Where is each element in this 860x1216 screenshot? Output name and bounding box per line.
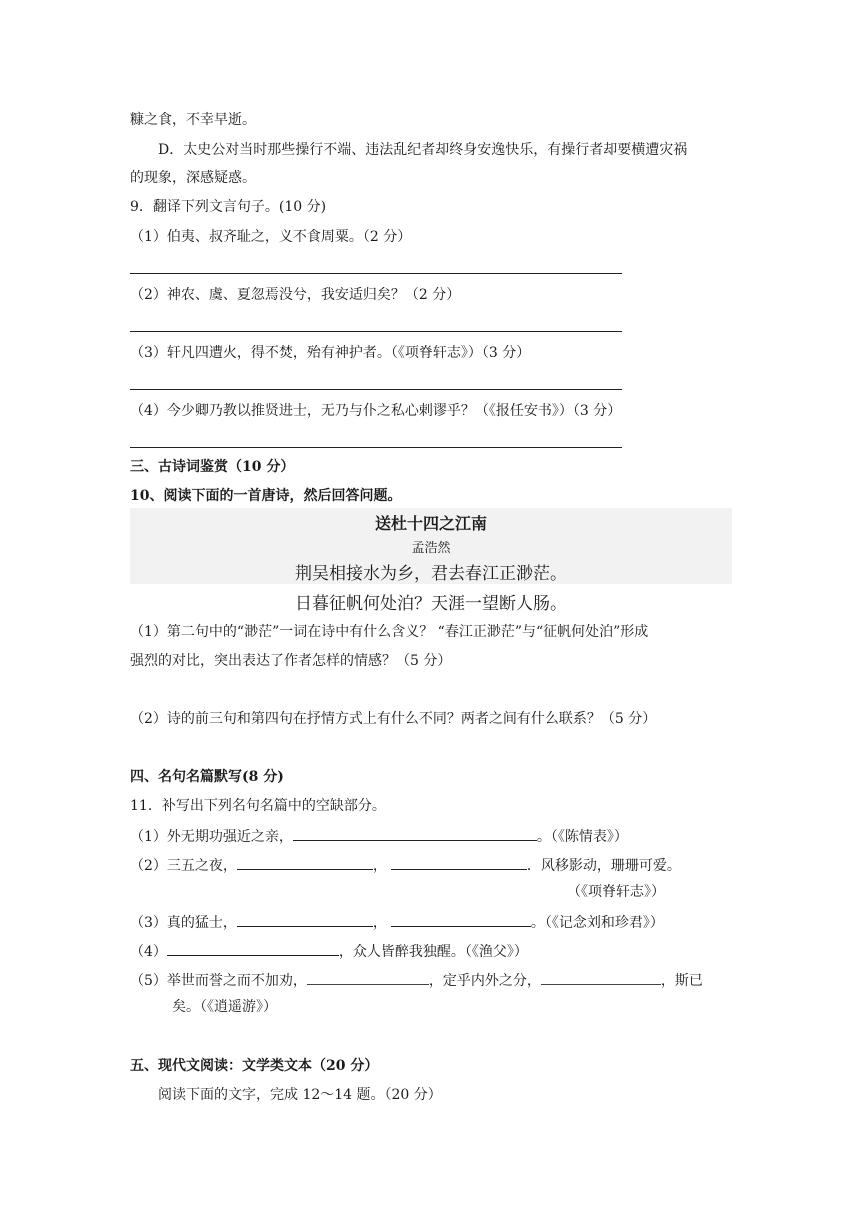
blank-field[interactable] xyxy=(391,911,531,927)
q10-sub1-line2: 强烈的对比，突出表达了作者怎样的情感？（5 分） xyxy=(130,653,452,669)
q9-sentence-2: （2）神农、虞、夏忽焉没兮，我安适归矣？（2 分） xyxy=(130,287,461,303)
q10-sub1-line1: （1）第二句中的“渺茫”一词在诗中有什么含义？ “春江正渺茫”与“征帆何处泊”形成 xyxy=(130,624,649,640)
answer-line-1[interactable] xyxy=(130,273,622,274)
fill-item-3-suffix: 。（《记念刘和珍君》） xyxy=(530,915,664,931)
q9-sentence-4: （4）今少卿乃教以推贤进士，无乃与仆之私心剌谬乎？（《报任安书》）（3 分） xyxy=(130,403,622,419)
section-5-intro: 阅读下面的文字，完成 12～14 题。（20 分） xyxy=(158,1087,442,1103)
fill-item-1 xyxy=(130,825,628,847)
fill-item-2-suffix: ．风移影动，珊珊可爱。 xyxy=(526,858,681,874)
fill-item-3-prefix: （3）真的猛士， xyxy=(130,915,237,931)
fill-item-5-end: ，斯已 xyxy=(660,973,703,989)
blank-field[interactable] xyxy=(237,854,373,870)
answer-line-2[interactable] xyxy=(130,331,622,332)
option-d-line: D．太史公对当时那些操行不端、违法乱纪者却终身安逸快乐，有操行者却要横遭灾祸 xyxy=(158,142,688,158)
fill-item-3-sep: ， xyxy=(372,915,387,931)
fill-item-5-source: 矣。（《逍遥游》） xyxy=(172,999,277,1015)
blank-field[interactable] xyxy=(541,969,661,985)
q9-sentence-1: （1）伯夷、叔齐耻之，义不食周粟。（2 分） xyxy=(130,229,412,245)
blank-field[interactable] xyxy=(167,940,339,956)
section-4-heading: 四、名句名篇默写(8 分) xyxy=(130,769,284,785)
q9-sentence-3: （3）轩凡四遭火，得不焚，殆有神护者。（《项脊轩志》）（3 分） xyxy=(130,345,531,361)
fill-item-1-suffix: 。（《陈情表》） xyxy=(536,829,628,845)
text-line: 糠之食，不幸早逝。 xyxy=(130,112,256,128)
poem-line-2: 日暮征帆何处泊？天涯一望断人肠。 xyxy=(295,594,567,614)
section-3-heading: 三、古诗词鉴赏（10 分） xyxy=(130,459,295,475)
question-10-title: 10、阅读下面的一首唐诗，然后回答问题。 xyxy=(130,488,402,504)
fill-item-2-sep: ， xyxy=(372,858,387,874)
question-11-title: 11．补写出下列名句名篇中的空缺部分。 xyxy=(130,798,386,814)
fill-item-5 xyxy=(130,969,703,991)
fill-item-5-prefix: （5）举世而誉之而不加劝， xyxy=(130,973,307,989)
poem-title: 送杜十四之江南 xyxy=(374,514,487,533)
answer-line-4[interactable] xyxy=(130,447,622,448)
blank-field[interactable] xyxy=(237,911,373,927)
fill-item-2-prefix: （2）三五之夜， xyxy=(130,858,237,874)
question-9-title: 9．翻译下列文言句子。(10 分) xyxy=(130,199,327,215)
q10-sub2: （2）诗的前三句和第四句在抒情方式上有什么不同？两者之间有什么联系？（5 分） xyxy=(130,711,657,727)
fill-item-5-mid: ，定乎内外之分， xyxy=(428,973,541,989)
section-5-heading: 五、现代文阅读：文学类文本（20 分） xyxy=(130,1058,379,1074)
fill-item-2-source: （《项脊轩志》） xyxy=(567,884,665,900)
blank-field[interactable] xyxy=(307,969,429,985)
blank-field[interactable] xyxy=(293,825,537,841)
fill-item-2 xyxy=(130,854,681,876)
poem-author: 孟浩然 xyxy=(411,541,451,556)
fill-item-3 xyxy=(130,911,664,933)
blank-field[interactable] xyxy=(391,854,527,870)
fill-item-4 xyxy=(130,940,528,962)
answer-line-3[interactable] xyxy=(130,389,622,390)
poem-line-1: 荆吴相接水为乡，君去春江正渺茫。 xyxy=(295,564,567,584)
fill-item-4-suffix: ，众人皆醉我独醒。（《渔父》） xyxy=(338,944,528,960)
fill-item-1-prefix: （1）外无期功强近之亲， xyxy=(130,829,293,845)
fill-item-4-prefix: （4） xyxy=(130,944,167,960)
text-line: 的现象，深感疑惑。 xyxy=(130,170,256,186)
